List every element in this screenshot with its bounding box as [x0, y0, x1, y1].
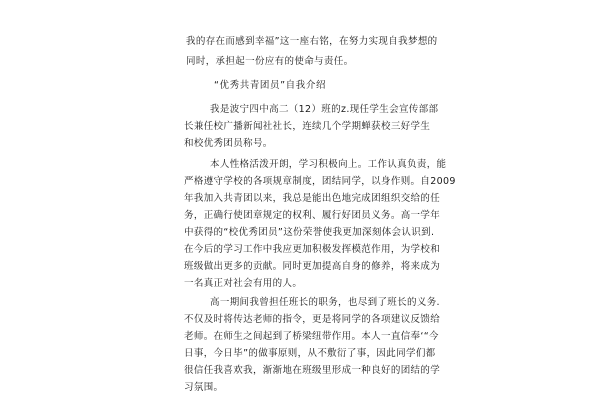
- text-line: 务，正确行使团章规定的权利、履行好团员义务。高一学年: [184, 210, 441, 221]
- text-line: 不仅及时将传达老师的指令，更是将同学的各项建议反馈给: [184, 314, 441, 325]
- text-line: 我是波宁四中高二（12）班的z.现任学生会宣传部部: [210, 104, 439, 115]
- text-line: 习氛围。: [184, 382, 224, 393]
- text-line: 高一期间我曾担任班长的职务，也尽到了班长的义务.: [210, 297, 440, 308]
- text-line: 在今后的学习工作中我应更加积极发挥模范作用，为学校和: [184, 244, 441, 255]
- text-line: 我的存在而感到幸福”这一座右铭，在努力实现自我梦想的: [186, 36, 438, 47]
- text-line: 长兼任校广播新闻社社长，连续几个学期蝉获校三好学生: [184, 121, 431, 132]
- section-title: “优秀共青团员”自我介绍: [214, 80, 327, 91]
- text-line: 年我加入共青团以来，我总是能出色地完成团组织交给的任: [184, 193, 441, 204]
- text-line: 日事，今日毕”的做事原则，从不敷衍了事，因此同学们都: [184, 348, 436, 359]
- text-line: 和校优秀团员称号。: [184, 138, 273, 149]
- text-line: 中获得的“校优秀团员”这份荣誉使我更加深刻体会认识到.: [184, 227, 435, 238]
- text-line: 本人性格活泼开朗，学习积极向上。工作认真负责，能: [210, 159, 447, 170]
- text-line: 严格遵守学校的各项规章制度，团结同学，以身作则。自2009: [184, 176, 456, 187]
- text-line: 同时，承担起一份应有的使命与责任。: [186, 56, 354, 67]
- text-line: 很信任我喜欢我，渐渐地在班级里形成一种良好的团结的学: [184, 365, 441, 376]
- text-line: 班级做出更多的贡献。同时更加提高自身的修养，将来成为: [184, 261, 441, 272]
- text-line: 老师。在师生之间起到了桥梁纽带作用。本人一直信奉‘“今: [184, 331, 439, 342]
- text-line: 一名真正对社会有用的人。: [184, 278, 303, 289]
